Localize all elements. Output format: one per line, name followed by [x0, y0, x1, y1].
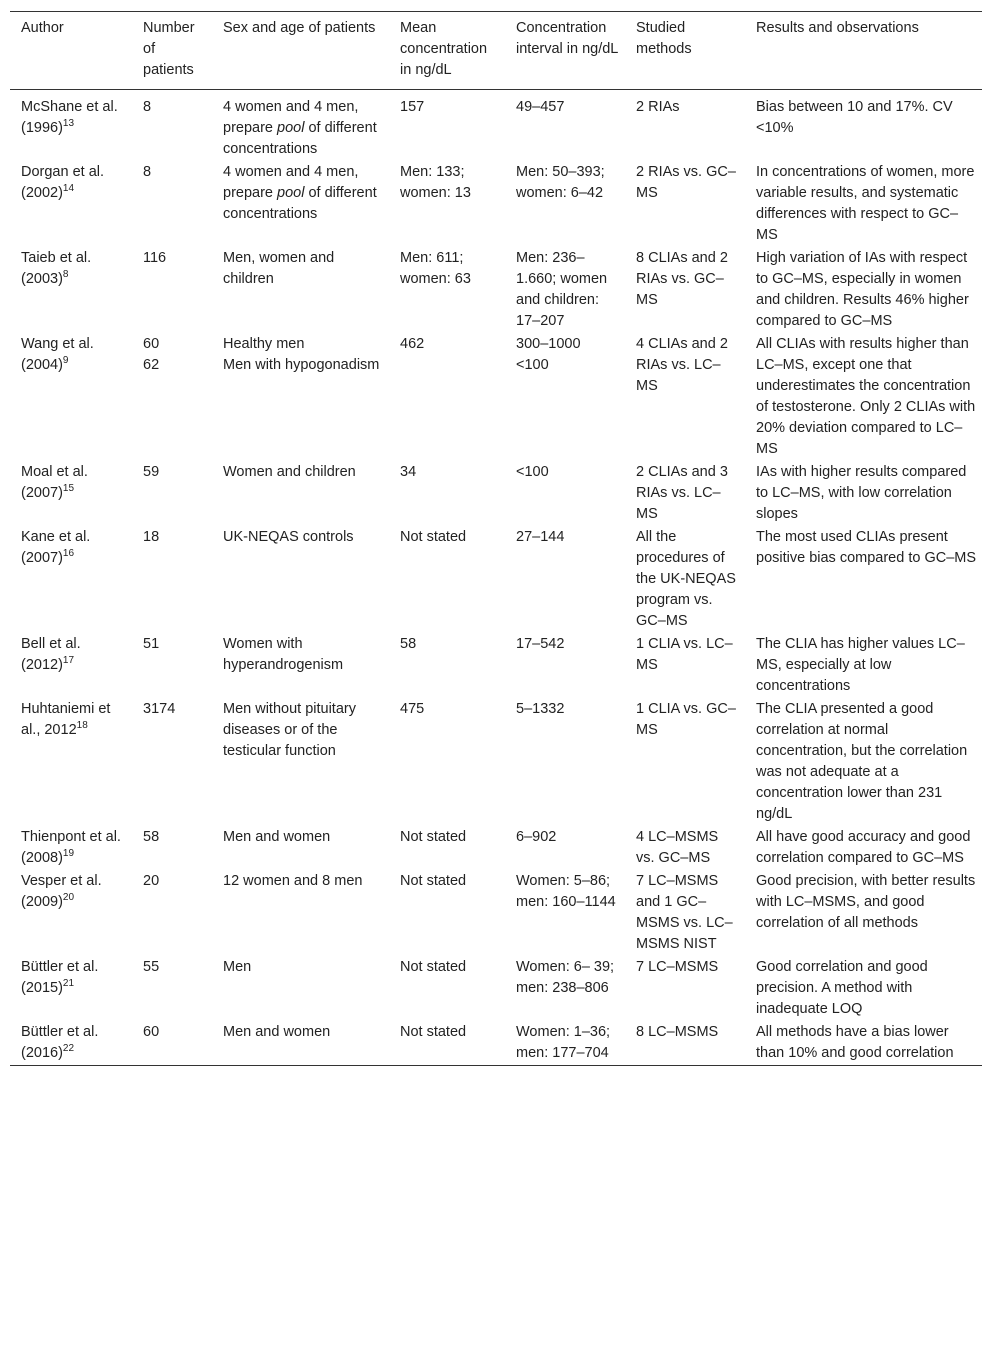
cell-results: [745, 956, 982, 1021]
interval-value: 300–1000: [516, 336, 581, 352]
reference-number: 14: [62, 183, 75, 195]
patients-value: 18: [143, 529, 160, 545]
sex-age-text: Women and children: [223, 464, 356, 480]
cell-results: [745, 870, 982, 956]
methods-value: 8 CLIAs and 2 RIAs vs. GC–MS: [636, 250, 728, 308]
cell-results: [745, 826, 982, 870]
author-name: Dorgan et al. (2002): [21, 164, 105, 201]
author-name: Moal et al. (2007): [21, 464, 88, 501]
cell-number-of-patients: [132, 333, 212, 461]
cell-number-of-patients: [132, 698, 212, 826]
header-row: [10, 12, 982, 90]
methods-value: 2 RIAs vs. GC–MS: [636, 164, 736, 201]
methods-value: 2 CLIAs and 3 RIAs vs. LC–MS: [636, 464, 728, 522]
mean-value: Men: 133; women: 13: [400, 164, 471, 201]
cell-studied-methods: [625, 633, 745, 698]
methods-value: 4 CLIAs and 2 RIAs vs. LC–MS: [636, 336, 728, 394]
table-row: [10, 461, 982, 526]
results-value: All have good accuracy and good correlation compared to GC–MS: [756, 829, 971, 866]
interval-value: Men: 236–1.660; women and children: 17–207: [516, 250, 608, 329]
patients-value: 60: [143, 336, 160, 352]
cell-results: [745, 161, 982, 247]
patients-value: 20: [143, 873, 160, 889]
reference-number: 16: [62, 548, 75, 560]
cell-results: [745, 461, 982, 526]
interval-value: <100: [516, 464, 549, 480]
cell-studied-methods: [625, 90, 745, 162]
interval-value: Women: 5–86; men: 160–1144: [516, 873, 616, 910]
reference-number: 15: [62, 483, 75, 495]
cell-author: [10, 826, 132, 870]
cell-concentration-interval: [505, 698, 625, 826]
cell-author: [10, 247, 132, 333]
cell-results: [745, 526, 982, 633]
cell-sex-age: [212, 247, 389, 333]
cell-studied-methods: [625, 161, 745, 247]
interval-value: 49–457: [516, 99, 565, 115]
sex-age-text: Men and women: [223, 829, 331, 845]
cell-concentration-interval: [505, 526, 625, 633]
author-name: Vesper et al. (2009): [21, 873, 102, 910]
author-name: McShane et al. (1996): [21, 99, 118, 136]
cell-sex-age: [212, 698, 389, 826]
sex-age-text: 4 women and 4 men, prepare: [223, 164, 359, 201]
patients-value: 116: [143, 250, 167, 266]
sex-age-emphasis: pool: [277, 185, 305, 201]
cell-sex-age: [212, 956, 389, 1021]
cell-studied-methods: [625, 247, 745, 333]
cell-author: [10, 90, 132, 162]
patients-value: 58: [143, 829, 160, 845]
header-results: Results and observations: [756, 20, 919, 36]
cell-sex-age: [212, 90, 389, 162]
cell-author: [10, 161, 132, 247]
author-name: Bell et al. (2012): [21, 636, 81, 673]
cell-studied-methods: [625, 698, 745, 826]
author-name: Büttler et al. (2016): [21, 1024, 99, 1061]
cell-mean-concentration: [389, 826, 505, 870]
cell-mean-concentration: [389, 1021, 505, 1066]
header-sex-age: Sex and age of patients: [223, 20, 376, 36]
cell-sex-age: [212, 461, 389, 526]
sex-age-text: 4 women and 4 men, prepare: [223, 99, 359, 136]
reference-number: 22: [62, 1043, 75, 1055]
reference-number: 21: [62, 978, 75, 990]
results-value: The CLIA presented a good correlation at normal concentration, but the correlation was not adequate at a concentration lower than 231 ng/dL: [756, 701, 968, 822]
cell-author: [10, 333, 132, 461]
results-value: Good correlation and good precision. A method with inadequate LOQ: [756, 959, 928, 1017]
cell-results: [745, 698, 982, 826]
cell-concentration-interval: [505, 161, 625, 247]
mean-value: Not stated: [400, 1024, 467, 1040]
sex-age-text: Men, women and children: [223, 250, 335, 287]
cell-results: [745, 333, 982, 461]
cell-studied-methods: [625, 333, 745, 461]
header-studied-methods: Studied methods: [636, 20, 692, 57]
mean-value: Not stated: [400, 873, 467, 889]
cell-studied-methods: [625, 956, 745, 1021]
sex-age-text: Men without pituitary diseases or of the testicular function: [223, 701, 356, 759]
sex-age-text: of different concentrations: [223, 120, 377, 157]
cell-concentration-interval: [505, 90, 625, 162]
reference-number: 8: [62, 269, 69, 281]
interval-value: 6–902: [516, 829, 557, 845]
table-header: [10, 12, 982, 90]
methods-value: 1 CLIA vs. LC–MS: [636, 636, 733, 673]
cell-mean-concentration: [389, 333, 505, 461]
methods-value: 4 LC–MSMS vs. GC–MS: [636, 829, 719, 866]
mean-value: Not stated: [400, 529, 467, 545]
sex-age-text: Men: [223, 959, 252, 975]
cell-studied-methods: [625, 461, 745, 526]
patients-value: 3174: [143, 701, 176, 717]
reference-number: 9: [62, 355, 69, 367]
cell-concentration-interval: [505, 956, 625, 1021]
table-row: [10, 633, 982, 698]
cell-concentration-interval: [505, 870, 625, 956]
cell-author: [10, 461, 132, 526]
table-container: [10, 11, 982, 1066]
methods-value: 2 RIAs: [636, 99, 680, 115]
author-name: Büttler et al. (2015): [21, 959, 99, 996]
table-body: [10, 90, 982, 1066]
table-row: [10, 161, 982, 247]
interval-value: 5–1332: [516, 701, 565, 717]
table-row: [10, 90, 982, 162]
cell-author: [10, 526, 132, 633]
cell-mean-concentration: [389, 633, 505, 698]
table-row: [10, 956, 982, 1021]
cell-sex-age: [212, 633, 389, 698]
table-row: [10, 247, 982, 333]
cell-studied-methods: [625, 826, 745, 870]
methods-value: 8 LC–MSMS: [636, 1024, 719, 1040]
cell-sex-age: [212, 870, 389, 956]
mean-value: 58: [400, 636, 417, 652]
mean-value: 475: [400, 701, 425, 717]
cell-number-of-patients: [132, 826, 212, 870]
sex-age-text: Men with hypogonadism: [223, 357, 380, 373]
interval-value: <100: [516, 357, 549, 373]
header-mean-concentration: Mean concentration in ng/dL: [400, 20, 488, 78]
cell-number-of-patients: [132, 1021, 212, 1066]
interval-value: Women: 6– 39; men: 238–806: [516, 959, 615, 996]
cell-mean-concentration: [389, 90, 505, 162]
cell-mean-concentration: [389, 698, 505, 826]
cell-author: [10, 698, 132, 826]
cell-concentration-interval: [505, 633, 625, 698]
cell-concentration-interval: [505, 247, 625, 333]
cell-mean-concentration: [389, 247, 505, 333]
author-name: Thienpont et al. (2008): [21, 829, 121, 866]
cell-number-of-patients: [132, 161, 212, 247]
results-value: High variation of IAs with respect to GC–MS, especially in women and children. Results 46% higher compared to GC–MS: [756, 250, 969, 329]
cell-author: [10, 956, 132, 1021]
results-value: The most used CLIAs present positive bias compared to GC–MS: [756, 529, 977, 566]
sex-age-text: UK-NEQAS controls: [223, 529, 354, 545]
mean-value: Men: 611; women: 63: [400, 250, 471, 287]
sex-age-text: of different concentrations: [223, 185, 377, 222]
cell-sex-age: [212, 161, 389, 247]
results-value: All CLIAs with results higher than LC–MS, except one that underestimates the concentration of testosterone. Only 2 CLIAs with 20% deviation compared to LC–MS: [756, 336, 976, 457]
sex-age-text: Women with hyperandrogenism: [223, 636, 344, 673]
cell-mean-concentration: [389, 526, 505, 633]
interval-value: 27–144: [516, 529, 565, 545]
sex-age-text: Men and women: [223, 1024, 331, 1040]
cell-author: [10, 870, 132, 956]
cell-number-of-patients: [132, 90, 212, 162]
cell-results: [745, 633, 982, 698]
cell-results: [745, 90, 982, 162]
cell-mean-concentration: [389, 461, 505, 526]
cell-mean-concentration: [389, 161, 505, 247]
cell-sex-age: [212, 1021, 389, 1066]
cell-studied-methods: [625, 870, 745, 956]
table-row: [10, 526, 982, 633]
reference-number: 19: [62, 848, 75, 860]
methods-value: 7 LC–MSMS: [636, 959, 719, 975]
methods-value: 7 LC–MSMS and 1 GC–MSMS vs. LC–MSMS NIST: [636, 873, 733, 952]
patients-value: 8: [143, 164, 152, 180]
results-value: The CLIA has higher values LC–MS, especially at low concentrations: [756, 636, 965, 694]
cell-studied-methods: [625, 1021, 745, 1066]
cell-results: [745, 247, 982, 333]
table-row: [10, 698, 982, 826]
interval-value: 17–542: [516, 636, 565, 652]
cell-concentration-interval: [505, 461, 625, 526]
header-author: Author: [21, 20, 64, 36]
author-name: Taieb et al. (2003): [21, 250, 92, 287]
author-name: Kane et al. (2007): [21, 529, 91, 566]
methods-value: All the procedures of the UK-NEQAS program vs. GC–MS: [636, 529, 736, 629]
table-row: [10, 1021, 982, 1066]
cell-sex-age: [212, 526, 389, 633]
reference-number: 13: [62, 118, 75, 130]
cell-number-of-patients: [132, 956, 212, 1021]
cell-mean-concentration: [389, 870, 505, 956]
cell-sex-age: [212, 333, 389, 461]
cell-author: [10, 633, 132, 698]
author-name: Huhtaniemi et al., 2012: [21, 701, 111, 738]
cell-number-of-patients: [132, 870, 212, 956]
sex-age-text: Healthy men: [223, 336, 305, 352]
mean-value: 462: [400, 336, 425, 352]
reference-number: 20: [62, 892, 75, 904]
methods-value: 1 CLIA vs. GC–MS: [636, 701, 736, 738]
cell-sex-age: [212, 826, 389, 870]
patients-value: 51: [143, 636, 160, 652]
cell-number-of-patients: [132, 633, 212, 698]
patients-value: 59: [143, 464, 160, 480]
header-concentration-interval: Concentration interval in ng/dL: [516, 20, 619, 57]
cell-concentration-interval: [505, 333, 625, 461]
results-value: In concentrations of women, more variable results, and systematic differences with respect to GC–MS: [756, 164, 975, 243]
sex-age-emphasis: pool: [277, 120, 305, 136]
mean-value: 157: [400, 99, 425, 115]
cell-number-of-patients: [132, 247, 212, 333]
patients-value: 62: [143, 357, 160, 373]
cell-author: [10, 1021, 132, 1066]
cell-number-of-patients: [132, 526, 212, 633]
mean-value: Not stated: [400, 959, 467, 975]
table-row: [10, 333, 982, 461]
cell-mean-concentration: [389, 956, 505, 1021]
patients-value: 55: [143, 959, 160, 975]
mean-value: 34: [400, 464, 417, 480]
patients-value: 8: [143, 99, 152, 115]
patients-value: 60: [143, 1024, 160, 1040]
reference-number: 17: [62, 655, 75, 667]
cell-concentration-interval: [505, 826, 625, 870]
results-value: Bias between 10 and 17%. CV <10%: [756, 99, 953, 136]
header-number-of-patients: Number of patients: [143, 20, 195, 78]
results-value: IAs with higher results compared to LC–MS, with low correlation slopes: [756, 464, 967, 522]
reference-number: 18: [76, 720, 88, 732]
cell-number-of-patients: [132, 461, 212, 526]
author-name: Wang et al. (2004): [21, 336, 94, 373]
table-row: [10, 870, 982, 956]
table-row: [10, 826, 982, 870]
sex-age-text: 12 women and 8 men: [223, 873, 363, 889]
comparison-table: [10, 11, 982, 1066]
cell-concentration-interval: [505, 1021, 625, 1066]
interval-value: Women: 1–36; men: 177–704: [516, 1024, 611, 1061]
interval-value: Men: 50–393; women: 6–42: [516, 164, 605, 201]
results-value: Good precision, with better results with LC–MSMS, and good correlation of all methods: [756, 873, 976, 931]
cell-studied-methods: [625, 526, 745, 633]
mean-value: Not stated: [400, 829, 467, 845]
results-value: All methods have a bias lower than 10% and good correlation: [756, 1024, 954, 1061]
cell-results: [745, 1021, 982, 1066]
